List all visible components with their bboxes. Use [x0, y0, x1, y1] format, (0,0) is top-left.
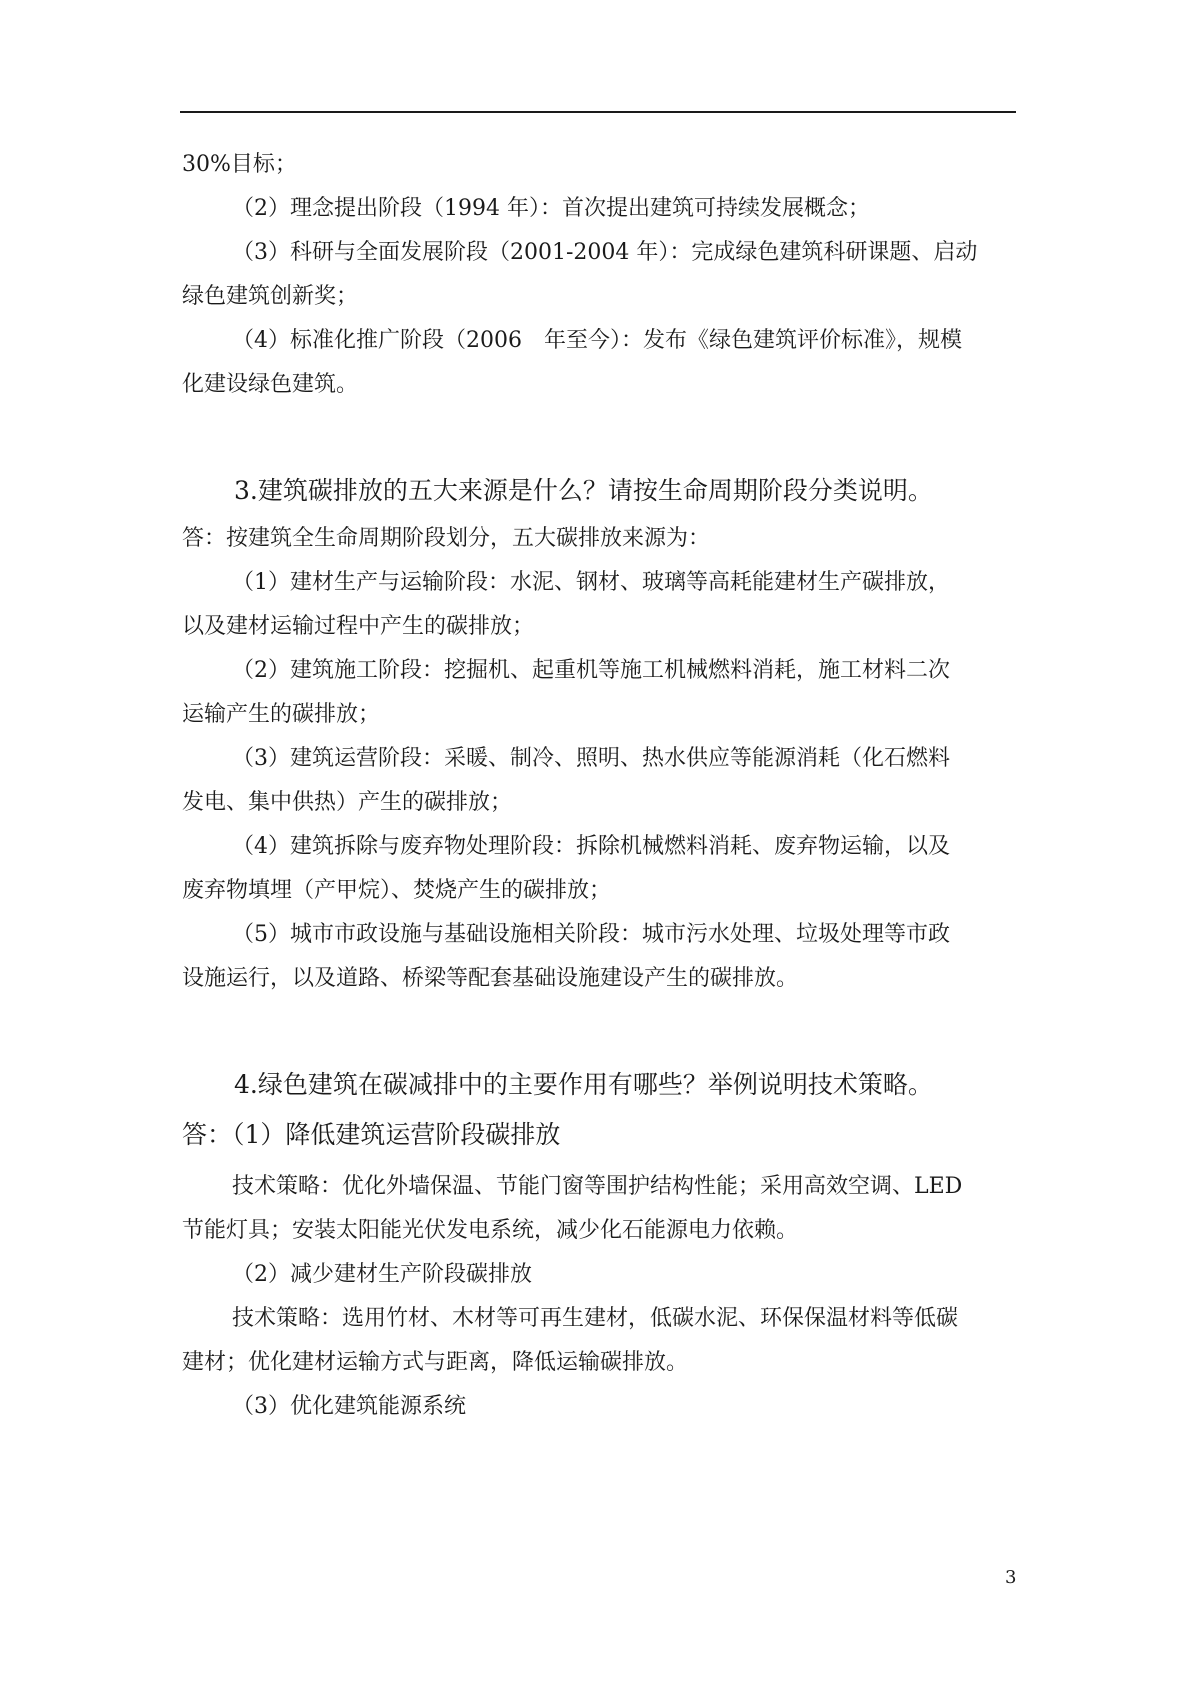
text-line: （3）优化建筑能源系统 — [232, 1394, 466, 1419]
text-line: 运输产生的碳排放； — [182, 702, 381, 727]
text-line: 以及建材运输过程中产生的碳排放； — [182, 614, 535, 639]
question-heading: 3.建筑碳排放的五大来源是什么？请按生命周期阶段分类说明。 — [234, 476, 933, 505]
text-line: 发电、集中供热）产生的碳排放； — [182, 790, 513, 815]
text-line: 废弃物填埋（产甲烷）、焚烧产生的碳排放； — [182, 878, 612, 903]
text-line: （3）科研与全面发展阶段（2001-2004 年）：完成绿色建筑科研课题、启动 — [232, 240, 978, 265]
text-line: （3）建筑运营阶段：采暖、制冷、照明、热水供应等能源消耗（化石燃料 — [232, 746, 950, 771]
question-heading: 4.绿色建筑在碳减排中的主要作用有哪些？举例说明技术策略。 — [234, 1070, 933, 1099]
text-line: （2）建筑施工阶段：挖掘机、起重机等施工机械燃料消耗，施工材料二次 — [232, 658, 950, 683]
text-line: （2）减少建材生产阶段碳排放 — [232, 1262, 532, 1287]
text-line: （1）建材生产与运输阶段：水泥、钢材、玻璃等高耗能建材生产碳排放， — [232, 570, 950, 595]
text-line: （5）城市市政设施与基础设施相关阶段：城市污水处理、垃圾处理等市政 — [232, 922, 950, 947]
text-line: 设施运行，以及道路、桥梁等配套基础设施建设产生的碳排放。 — [182, 966, 799, 991]
text-line: 化建设绿色建筑。 — [182, 372, 359, 397]
text-line: 绿色建筑创新奖； — [182, 284, 359, 309]
text-line: （4）标准化推广阶段（2006 年至今）：发布《绿色建筑评价标准》，规模 — [232, 328, 962, 353]
text-line: 建材；优化建材运输方式与距离，降低运输碳排放。 — [182, 1350, 689, 1375]
answer-intro: 答：按建筑全生命周期阶段划分，五大碳排放来源为： — [182, 526, 711, 551]
page-number: 3 — [1005, 1567, 1017, 1588]
text-line: 30%目标； — [182, 152, 297, 177]
answer-intro: 答：（1）降低建筑运营阶段碳排放 — [182, 1120, 561, 1149]
text-line: 技术策略：优化外墙保温、节能门窗等围护结构性能；采用高效空调、LED — [232, 1174, 963, 1199]
text-line: 技术策略：选用竹材、木材等可再生建材，低碳水泥、环保保温材料等低碳 — [232, 1306, 959, 1331]
text-line: （2）理念提出阶段（1994 年）：首次提出建筑可持续发展概念； — [232, 196, 870, 221]
text-line: （4）建筑拆除与废弃物处理阶段：拆除机械燃料消耗、废弃物运输，以及 — [232, 834, 950, 859]
text-line: 节能灯具；安装太阳能光伏发电系统，减少化石能源电力依赖。 — [182, 1218, 799, 1243]
header-rule — [180, 111, 1016, 113]
